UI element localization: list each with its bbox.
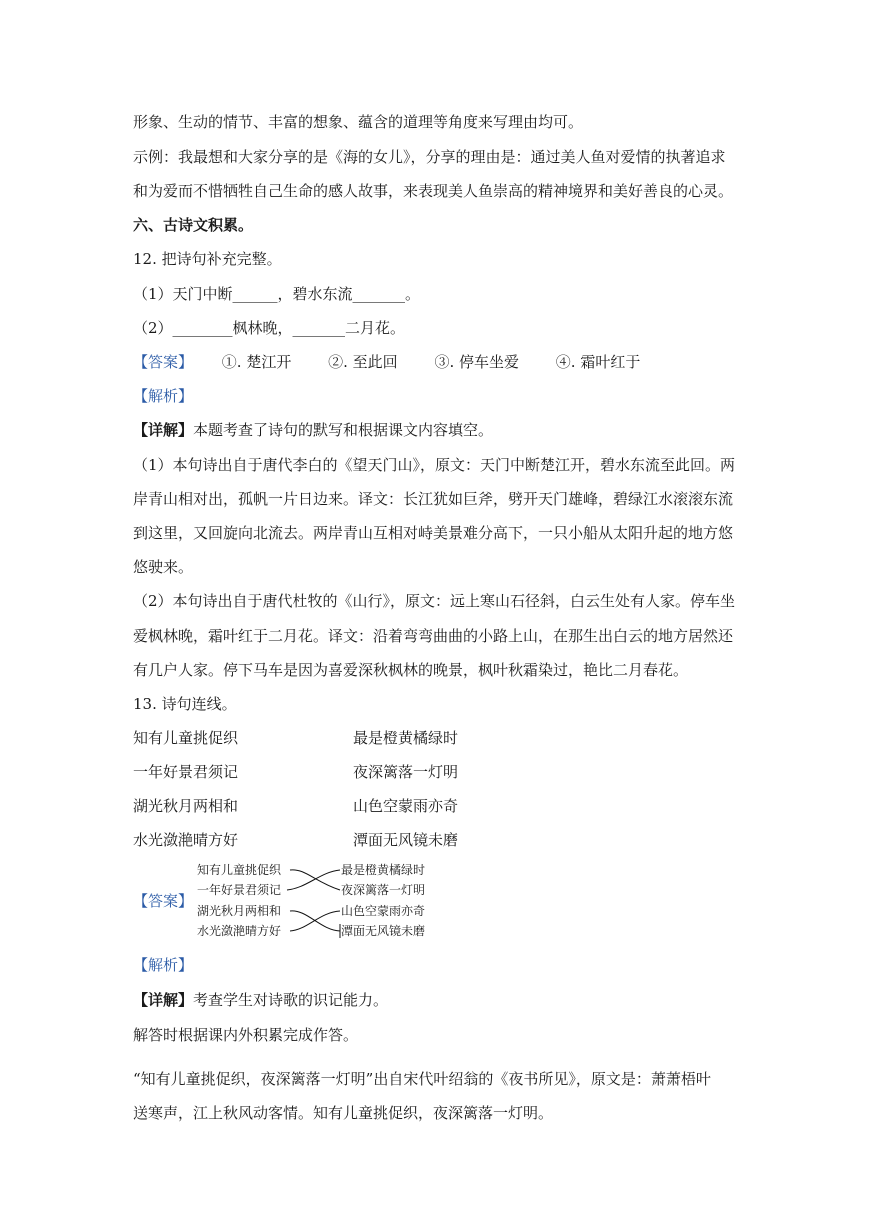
diagram-left-1: 知有儿童挑促织 bbox=[197, 863, 282, 877]
q13-left-4: 水光潋滟晴方好 bbox=[133, 831, 239, 849]
answer-4: ④. 霜叶红于 bbox=[555, 353, 641, 371]
connector-line-3 bbox=[290, 911, 340, 931]
diagram-right-2: 夜深篱落一灯明 bbox=[341, 883, 426, 897]
q12-analysis-label: 【解析】 bbox=[133, 387, 194, 405]
q12-title: 12. 把诗句补充完整。 bbox=[133, 250, 282, 268]
q12-p2-line-1: （2）本句诗出自于唐代杜牧的《山行》，原文：远上寒山石径斜，白云生处有人家。停车坐 bbox=[133, 592, 736, 610]
intro-line-3: 和为爱而不惜牺牲自己生命的感人故事，来表现美人鱼崇高的精神境界和美好善良的心灵。 bbox=[133, 182, 734, 200]
q13-hint: 解答时根据课内外积累完成作答。 bbox=[133, 1026, 359, 1044]
q12-item-1: （1）天门中断______，碧水东流_______。 bbox=[133, 285, 421, 303]
q13-source-line-2: 送寒声，江上秋风动客情。知有儿童挑促织，夜深篱落一灯明。 bbox=[133, 1104, 554, 1122]
matching-diagram bbox=[195, 860, 445, 940]
section-title: 六、古诗文积累。 bbox=[133, 216, 254, 234]
diagram-left-3: 湖光秋月两相和 bbox=[197, 904, 282, 918]
q12-detail bbox=[133, 420, 493, 440]
q12-answer-row bbox=[133, 352, 640, 372]
q13-left-2: 一年好景君须记 bbox=[133, 763, 239, 781]
detail-label: 【详解】 bbox=[133, 421, 194, 439]
diagram-right-1: 最是橙黄橘绿时 bbox=[341, 863, 426, 877]
q13-left-1: 知有儿童挑促织 bbox=[133, 729, 239, 747]
q12-p1-line-1: （1）本句诗出自于唐代李白的《望天门山》，原文：天门中断楚江开，碧水东流至此回。两 bbox=[133, 456, 736, 474]
q12-p1-line-3: 到这里，又回旋向北流去。两岸青山互相对峙美景难分高下，一只小船从太阳升起的地方悠 bbox=[133, 524, 734, 542]
q13-right-1: 最是橙黄橘绿时 bbox=[353, 729, 459, 747]
q13-title: 13. 诗句连线。 bbox=[133, 695, 237, 713]
diagram-left-2: 一年好景君须记 bbox=[197, 883, 282, 897]
q12-p1-line-2: 岸青山相对出，孤帆一片日边来。译文：长江犹如巨斧，劈开天门雄峰，碧绿江水滚滚东流 bbox=[133, 490, 734, 508]
q13-detail-label: 【详解】 bbox=[133, 991, 194, 1009]
q12-p2-line-2: 爱枫林晚，霜叶红于二月花。译文：沿着弯弯曲曲的小路上山，在那生出白云的地方居然还 bbox=[133, 627, 734, 645]
detail-text: 本题考查了诗句的默写和根据课文内容填空。 bbox=[193, 421, 494, 439]
intro-line-1: 形象、生动的情节、丰富的想象、蕴含的道理等角度来写理由均可。 bbox=[133, 113, 584, 131]
diagram-right-3: 山色空蒙雨亦奇 bbox=[341, 904, 426, 918]
q13-source-line-1: “知有儿童挑促织，夜深篱落一灯明”出自宋代叶绍翁的《夜书所见》，原文是：萧萧梧叶 bbox=[133, 1070, 711, 1088]
q13-analysis-label: 【解析】 bbox=[133, 956, 194, 974]
q13-right-3: 山色空蒙雨亦奇 bbox=[353, 797, 459, 815]
q12-item-2: （2）________枫林晚，_______二月花。 bbox=[133, 319, 406, 337]
diagram-left-4: 水光潋滟晴方好 bbox=[197, 924, 282, 938]
diagram-right-4: 潭面无风镜未磨 bbox=[341, 924, 426, 938]
intro-line-2: 示例：我最想和大家分享的是《海的女儿》，分享的理由是：通过美人鱼对爱情的执著追求 bbox=[133, 148, 726, 166]
q13-right-2: 夜深篱落一灯明 bbox=[353, 763, 459, 781]
q13-answer-label: 【答案】 bbox=[133, 892, 194, 910]
q13-right-4: 潭面无风镜未磨 bbox=[353, 831, 459, 849]
q12-p2-line-3: 有几户人家。停下马车是因为喜爱深秋枫林的晚景，枫叶秋霜染过，艳比二月春花。 bbox=[133, 661, 689, 679]
answer-1: ①. 楚江开 bbox=[221, 353, 292, 371]
q13-detail-text: 考查学生对诗歌的识记能力。 bbox=[193, 991, 389, 1009]
q13-detail bbox=[133, 990, 388, 1010]
answer-label: 【答案】 bbox=[133, 353, 194, 371]
connector-lines bbox=[195, 860, 445, 940]
answer-3: ③. 停车坐爱 bbox=[434, 353, 519, 371]
q13-left-3: 湖光秋月两相和 bbox=[133, 797, 239, 815]
q12-p1-line-4: 悠驶来。 bbox=[133, 558, 194, 576]
answer-2: ②. 至此回 bbox=[328, 353, 398, 371]
